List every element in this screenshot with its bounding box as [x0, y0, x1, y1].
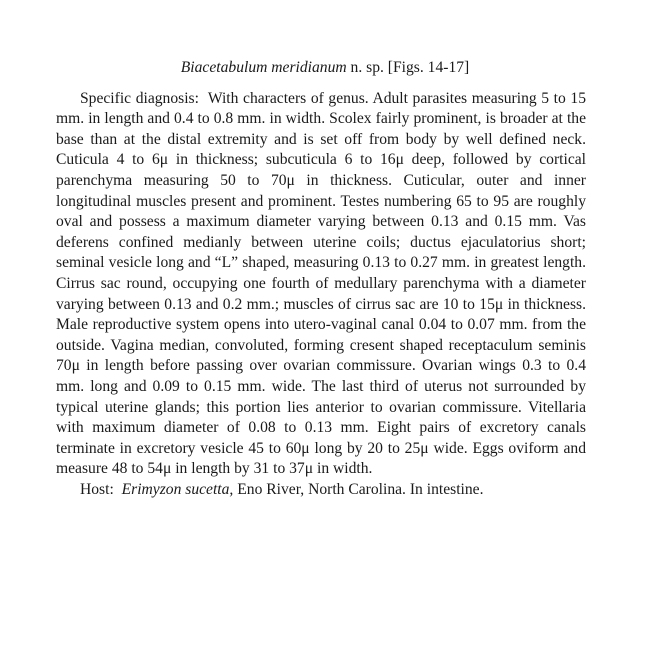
host-location: Eno River, North Carolina. In intestine.	[237, 480, 484, 498]
specific-diagnosis-paragraph	[56, 89, 586, 480]
host-line	[56, 480, 586, 501]
diagnosis-text: With characters of genus. Adult parasites measuring 5 to 15 mm. in length and 0.4 to 0.8 mm. in width. Scolex fairly prominent, is broader at the base than at the distal extremity and is set off from body by well defined neck. Cuticula 4 to 6μ in thickness; subcuticula 6 to 16μ deep, followed by cortical parenchyma measuring 50 to 70μ in thickness. Cuticular, outer and inner longitudinal muscles present and prominent. Testes numbering 65 to 95 are roughly oval and possess a maximum diameter varying between 0.13 and 0.15 mm. Vas deferens confined medianly between uterine coils; ductus ejaculatorius short; seminal vesicle long and “L” shaped, measuring 0.13 to 0.27 mm. in greatest length. Cirrus sac round, occupying one fourth of medullary parenchyma with a diameter varying between 0.13 and 0.2 mm.; muscles of cirrus sac are 10 to 15μ in thickness. Male reproductive system opens into utero-vaginal canal 0.04 to 0.07 mm. from the outside. Vagina median, convoluted, forming cresent shaped receptaculum seminis 70μ in length before passing over ovarian commissure. Ovarian wings 0.3 to 0.4 mm. long and 0.09 to 0.15 mm. wide. The last third of uterus not surrounded by typical uterine glands; this portion lies anterior to ovarian commissure. Vitellaria with maximum diameter of 0.08 to 0.13 mm. Eight pairs of excretory canals terminate in excretory vesicle 45 to 60μ long by 20 to 25μ wide. Eggs oviform and measure 48 to 54μ in length by 31 to 37μ in width.	[56, 89, 587, 478]
species-heading	[56, 58, 586, 79]
host-label: Host:	[80, 480, 114, 498]
document-page	[56, 58, 586, 500]
heading-suffix: n. sp. [Figs. 14-17]	[346, 59, 470, 76]
species-name: Biacetabulum meridianum	[180, 59, 347, 76]
diagnosis-label: Specific diagnosis:	[80, 89, 199, 107]
host-species: Erimyzon sucetta,	[121, 480, 234, 498]
